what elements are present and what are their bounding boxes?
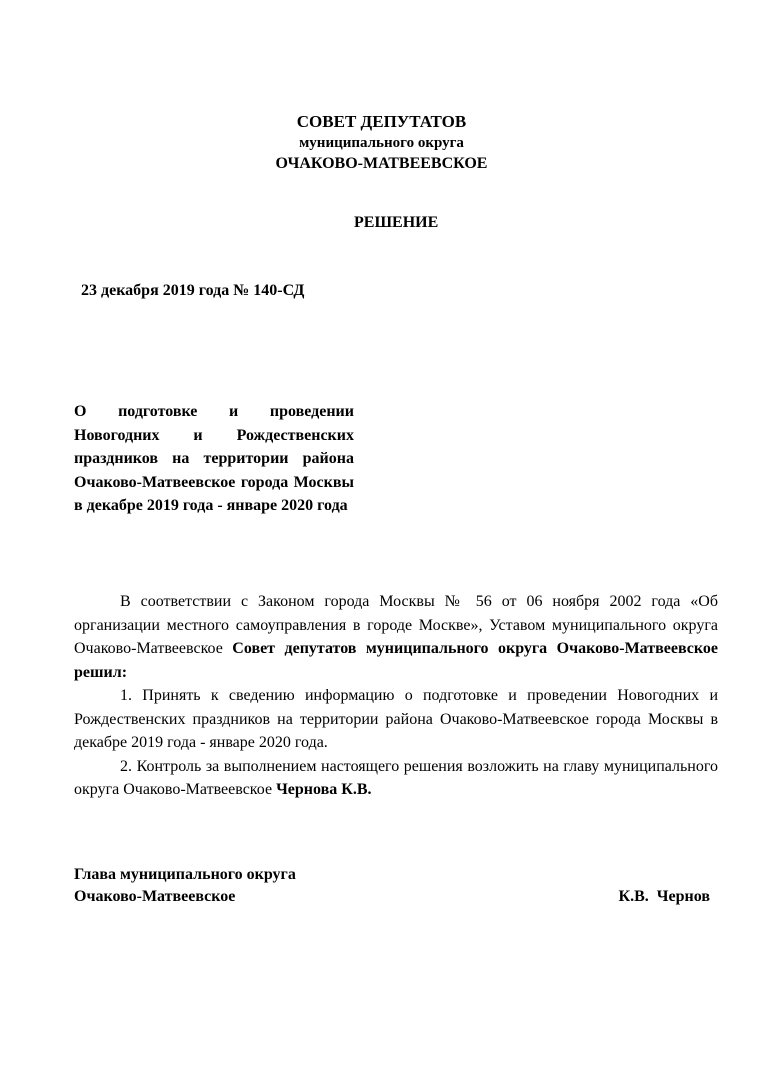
document-header <box>0 111 763 175</box>
signatory-title-line1: Глава муниципального округа <box>74 866 296 883</box>
body-paragraph-item-1: 1. Принять к сведению информацию о подготовке и проведении Новогодних и Рождественских праздников на территории района Очаково-Матвеевское города Москвы в декабре 2019 года - январе 2020 года. <box>74 687 718 751</box>
intro-text: В соответствии с Законом города Москвы № 56 от 06 ноября 2002 года «Об организации местного самоуправления в городе Москве», Уставом муниципального округа Очаково-Матвеевское <box>74 593 718 657</box>
signatory-title-line2: Очаково-Матвеевское <box>74 888 236 905</box>
signature-row <box>74 886 714 908</box>
council-district-label: муниципального округа <box>299 135 464 151</box>
council-district-name: ОЧАКОВО-МАТВЕЕВСКОЕ <box>275 155 488 172</box>
decision-body <box>74 590 718 802</box>
body-paragraph-item-2 <box>74 755 718 802</box>
decision-date-number: 23 декабря 2019 года № 140-СД <box>81 282 305 299</box>
item-2-text: 2. Контроль за выполнением настоящего решения возложить на главу муниципального округа Очаково-Матвеевское <box>74 757 718 798</box>
signature-block <box>74 864 714 908</box>
council-name: СОВЕТ ДЕПУТАТОВ <box>296 112 467 131</box>
intro-resolution: Совет депутатов муниципального округа Очаково-Матвеевское решил: <box>74 640 718 681</box>
body-paragraph-intro <box>74 590 718 684</box>
item-2-responsible: Чернова К.В. <box>276 781 372 798</box>
decision-subject: О подготовке и проведении Новогодних и Рождественских праздников на территории района Очаково-Матвеевское города Москвы в декабре 2019 года - январе 2020 года <box>74 403 354 514</box>
decision-title: РЕШЕНИЕ <box>354 214 439 231</box>
signatory-name: К.В. Чернов <box>618 888 710 905</box>
